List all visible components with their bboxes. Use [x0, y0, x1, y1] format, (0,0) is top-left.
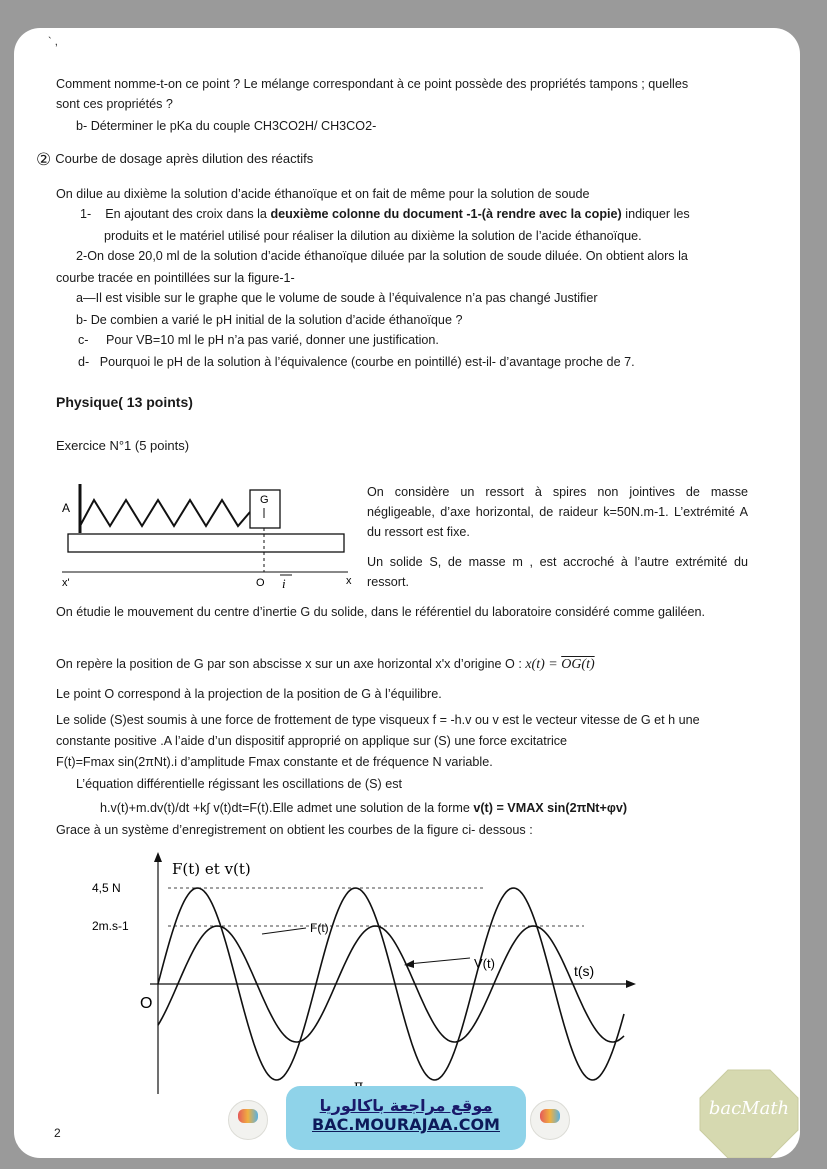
top-marks: ` , — [48, 36, 58, 48]
logo-icon — [238, 1109, 258, 1123]
question-a-line1: Comment nomme-t-on ce point ? Le mélange correspondant à ce point possède des propriétés tampons ; quelles — [56, 77, 689, 91]
q1-bold: deuxième colonne du document -1-(à rendre avec la copie) — [270, 207, 622, 221]
paragraph-spring: On considère un ressort à spires non jointives de masse négligeable, d’axe horizontal, de raideur k=50N.m-1. L’extrémité A du ressort est fixe. — [367, 485, 748, 539]
equation-solution: v(t) = VMAX sin(2πNt+φv) — [473, 801, 628, 815]
position-text: On repère la position de G par son abscisse x sur un axe horizontal x'x d’origine O : — [56, 657, 522, 671]
x-axis-arrow — [626, 980, 636, 988]
label-G: G — [260, 494, 269, 506]
section-title: Courbe de dosage après dilution des réactifs — [55, 151, 314, 166]
paragraph-friction-line1: Le solide (S)est soumis à une force de frottement de type visqueux f = -h.v ou v est le vecteur vitesse de G et h une — [56, 713, 700, 727]
label-xprime: x' — [62, 577, 70, 588]
support-table — [68, 534, 344, 552]
question-2-line1: 2-On dose 20,0 ml de la solution d’acide éthanoïque diluée par la solution de soude diluée. On obtient alors la — [76, 249, 688, 263]
logo-icon — [540, 1109, 560, 1123]
question-a-line2: sont ces propriétés ? — [56, 97, 173, 111]
y-axis-arrow — [154, 852, 162, 862]
question-2d — [78, 352, 635, 372]
legend-force: F(t) — [310, 921, 329, 935]
page-number: 2 — [54, 1126, 61, 1140]
site-banner[interactable] — [286, 1086, 526, 1150]
section-heading — [36, 148, 313, 168]
paragraph-movement: On étudie le mouvement du centre d’inertie G du solide, dans le référentiel du laboratoire considéré comme galiléen. — [56, 605, 705, 619]
question-2-line2: courbe tracée en pointillées sur la figure-1- — [56, 271, 295, 285]
label-A: A — [62, 501, 71, 515]
y-tick-label-velocity: 2m.s-1 — [92, 919, 129, 933]
q1-start: En ajoutant des croix dans la — [105, 207, 267, 221]
exam-page — [14, 28, 800, 1158]
question-2a: a—Il est visible sur le graphe que le volume de soude à l’équivalence n’a pas changé Justifier — [76, 291, 598, 305]
x-axis-label: t(s) — [574, 963, 595, 979]
paragraph-origin: Le point O correspond à la projection de la position de G à l’équilibre. — [56, 687, 442, 701]
question-2c — [78, 330, 439, 350]
paragraph-recording: Grace à un système d’enregistrement on obtient les courbes de la figure ci- dessous : — [56, 823, 533, 837]
q2d-label: d- — [78, 355, 90, 369]
logo-badge-right — [530, 1100, 570, 1140]
q2c-text: Pour VB=10 ml le pH n’a pas varié, donner une justification. — [106, 333, 439, 347]
paragraph-equation-intro: L’équation différentielle régissant les oscillations de (S) est — [76, 777, 402, 791]
bacmath-text: bacMath — [708, 1098, 790, 1119]
question-b-prefix: b- Déterminer le pKa du couple — [76, 119, 254, 133]
forced-oscillation-chart — [84, 848, 644, 1098]
y-tick-label-force: 4,5 N — [92, 881, 121, 895]
equation-start: h.v(t)+m.dv(t)/dt +k∫ v(t)dt=F(t).Elle admet une solution de la forme — [100, 801, 470, 815]
banner-link[interactable]: BAC.MOURAJAA.COM — [312, 1115, 500, 1134]
physics-title: Physique( 13 points) — [56, 394, 193, 410]
question-2b: b- De combien a varié le pH initial de la solution d’acide éthanoïque ? — [76, 313, 463, 327]
bacmath-watermark — [698, 1068, 800, 1158]
banner-arabic: موقع مراجعة باكالوريا — [319, 1096, 493, 1115]
label-i: i — [282, 576, 286, 588]
question-b — [76, 116, 376, 136]
force-pointer — [262, 928, 306, 934]
q2d-text: Pourquoi le pH de la solution à l’équivalence (courbe en pointillé) est-il- d’avantage proche de 7. — [99, 355, 635, 369]
paragraph-friction-line2: constante positive .A l’aide d’un dispositif approprié on applique sur (S) une force excitatrice — [56, 734, 568, 748]
q1-number: 1- — [80, 207, 92, 221]
spring-figure — [30, 478, 370, 588]
spring — [80, 500, 250, 526]
question-1 — [80, 204, 690, 224]
chart-origin-label: O — [140, 995, 153, 1012]
paragraph-position — [56, 654, 595, 675]
velocity-pointer — [408, 958, 470, 964]
exercise-title: Exercice N°1 (5 points) — [56, 438, 190, 453]
paragraph-solid: Un solide S, de masse m , est accroché à l’autre extrémité du ressort. — [367, 555, 748, 589]
chart-title: F(t) et v(t) — [172, 860, 251, 878]
paragraph-equation — [100, 798, 627, 818]
label-x: x — [346, 575, 352, 587]
dilution-intro: On dilue au dixième la solution d’acide éthanoïque et on fait de même pour la solution de soude — [56, 187, 590, 201]
question-1-line2: produits et le matériel utilisé pour réaliser la dilution au dixième la solution de l’acide éthanoïque. — [104, 229, 642, 243]
question-b-formula: CH3CO2H/ CH3CO2- — [253, 119, 377, 133]
position-formula-left: x(t) = — [525, 657, 562, 672]
legend-velocity: V(t) — [474, 956, 495, 971]
q1-end: indiquer les — [625, 207, 690, 221]
paragraph-force: F(t)=Fmax sin(2πNt).i d’amplitude Fmax constante et de fréquence N variable. — [56, 755, 493, 769]
position-formula-right: OG(t) — [561, 657, 595, 672]
logo-badge-left — [228, 1100, 268, 1140]
q2c-label: c- — [78, 333, 89, 347]
label-O: O — [256, 577, 265, 588]
section-number: ② — [36, 150, 52, 169]
